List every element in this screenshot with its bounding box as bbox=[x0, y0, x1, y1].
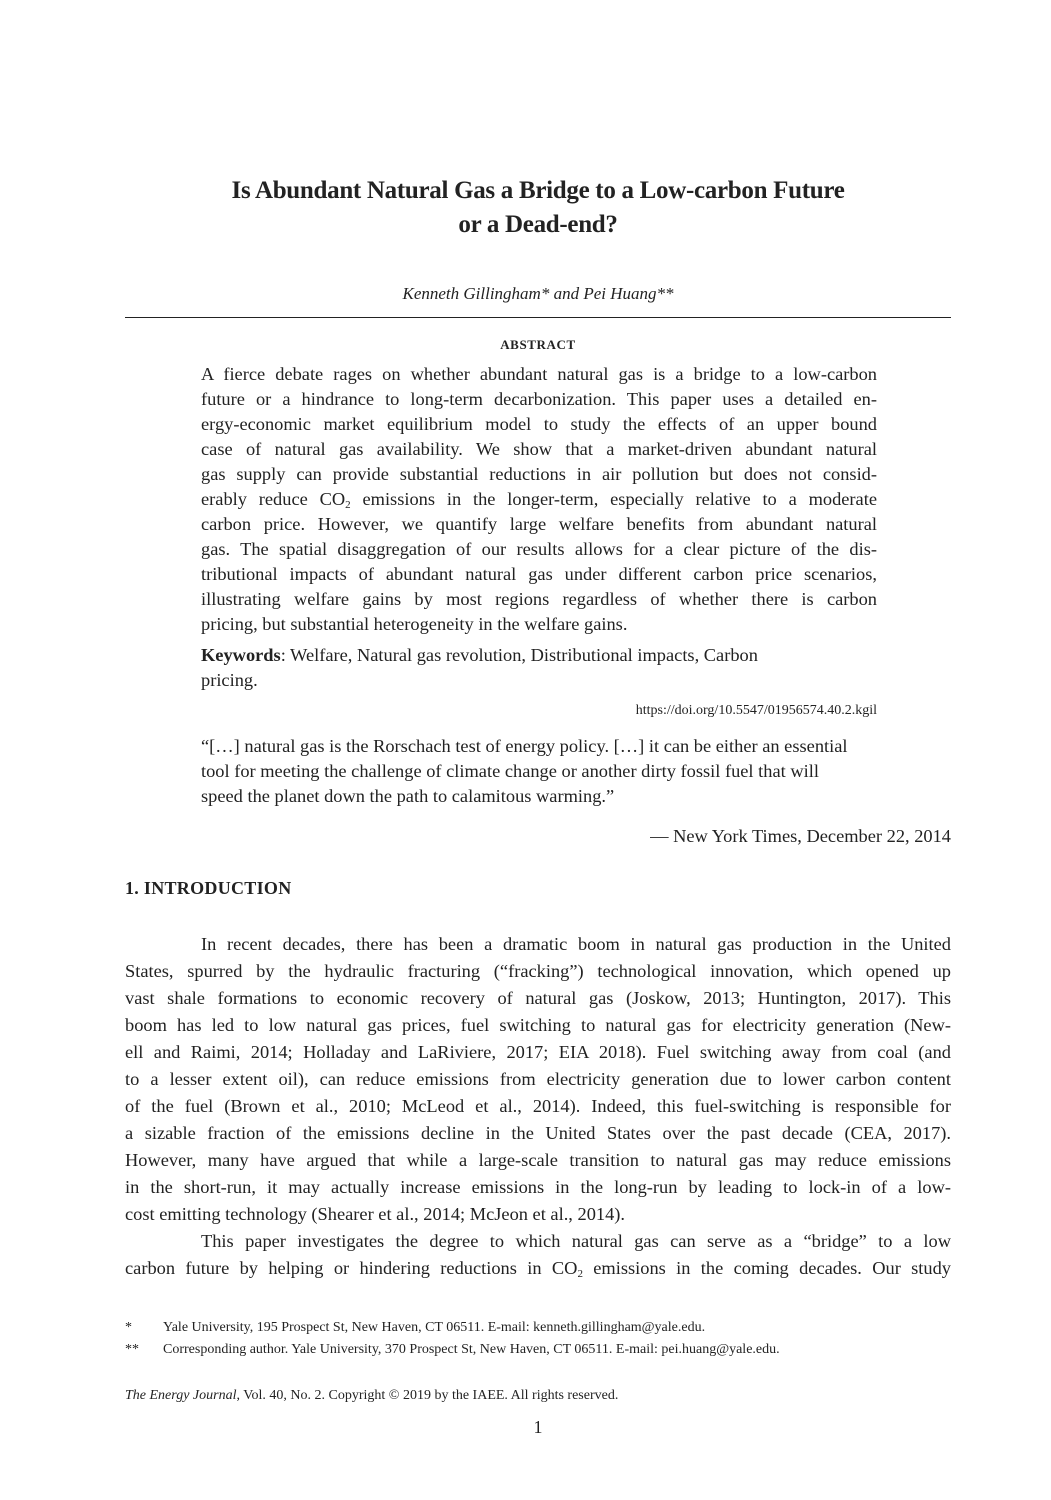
body-line: ell and Raimi, 2014; Holladay and LaRiviere, 2017; EIA 2018). Fuel switching away from coal (and bbox=[125, 1042, 951, 1062]
body-line: to a lesser extent oil), can reduce emissions from electricity generation due to lower carbon content bbox=[125, 1069, 951, 1089]
abstract-line: future or a hindrance to long-term decarbonization. This paper uses a detailed en- bbox=[201, 389, 877, 409]
body-line: cost emitting technology (Shearer et al., 2014; McJeon et al., 2014). bbox=[125, 1204, 625, 1224]
footnote-text: Corresponding author. Yale University, 370 Prospect St, New Haven, CT 06511. E-mail: pei.huang@yale.edu. bbox=[163, 1342, 780, 1357]
abstract-line: tributional impacts of abundant natural gas under different carbon price scenarios, bbox=[201, 564, 877, 584]
author-list: Kenneth Gillingham* and Pei Huang** bbox=[402, 284, 674, 303]
abstract-body bbox=[201, 362, 877, 637]
abstract-line: illustrating welfare gains by most regions regardless of whether there is carbon bbox=[201, 589, 877, 609]
footnote-mark: ** bbox=[125, 1342, 139, 1357]
footnote-text: Yale University, 195 Prospect St, New Haven, CT 06511. E-mail: kenneth.gillingham@yale.edu. bbox=[163, 1320, 706, 1335]
body-line: of the fuel (Brown et al., 2010; McLeod et al., 2014). Indeed, this fuel-switching is responsible for bbox=[125, 1096, 951, 1116]
quote-line: speed the planet down the path to calamitous warming.” bbox=[201, 786, 615, 806]
section-heading: 1. INTRODUCTION bbox=[125, 878, 292, 898]
abstract-line: pricing, but substantial heterogeneity in the welfare gains. bbox=[201, 614, 628, 634]
abstract-line: gas supply can provide substantial reductions in air pollution but does not consid- bbox=[201, 464, 877, 484]
keywords bbox=[201, 643, 877, 693]
quote-line: “[…] natural gas is the Rorschach test of energy policy. […] it can be either an essential bbox=[201, 736, 848, 756]
quote-line: tool for meeting the challenge of climate change or another dirty fossil fuel that will bbox=[201, 761, 819, 781]
body-line: However, many have argued that while a large-scale transition to natural gas may reduce emissions bbox=[125, 1150, 951, 1170]
abstract-line-co2 bbox=[201, 487, 877, 512]
text-segment: carbon future by helping or hindering reductions in CO bbox=[125, 1258, 578, 1278]
epigraph-quote bbox=[201, 734, 927, 809]
text-segment: emissions in the coming decades. Our study bbox=[582, 1258, 952, 1278]
journal-citation bbox=[125, 1386, 618, 1406]
body-line: a sizable fraction of the emissions decline in the United States over the past decade (CEA, 2017). bbox=[125, 1123, 951, 1143]
body-line-co2 bbox=[125, 1255, 951, 1282]
footnote bbox=[125, 1340, 951, 1360]
footnote-mark: * bbox=[125, 1320, 132, 1335]
page-number: 1 bbox=[533, 1417, 543, 1437]
doi-link[interactable]: https://doi.org/10.5547/01956574.40.2.kgil bbox=[635, 703, 877, 718]
keywords-label: Keywords bbox=[201, 645, 281, 665]
quote-attribution: — New York Times, December 22, 2014 bbox=[650, 826, 951, 846]
body-line: boom has led to low natural gas prices, fuel switching to natural gas for electricity generation (New- bbox=[125, 1015, 951, 1035]
body-line: In recent decades, there has been a dramatic boom in natural gas production in the United bbox=[201, 934, 951, 954]
paper-title bbox=[125, 174, 951, 242]
body-line: States, spurred by the hydraulic fracturing (“fracking”) technological innovation, which opened up bbox=[125, 961, 951, 981]
body-line: vast shale formations to economic recovery of natural gas (Joskow, 2013; Huntington, 2017). This bbox=[125, 988, 951, 1008]
journal-details: , Vol. 40, No. 2. Copyright © 2019 by the IAEE. All rights reserved. bbox=[236, 1388, 619, 1403]
body-line: This paper investigates the degree to which natural gas can serve as a “bridge” to a low bbox=[201, 1231, 951, 1251]
abstract-line: ergy-economic market equilibrium model to study the effects of an upper bound bbox=[201, 414, 877, 434]
abstract-line: A fierce debate rages on whether abundant natural gas is a bridge to a low-carbon bbox=[201, 364, 877, 384]
body-line: in the short-run, it may actually increase emissions in the long-run by leading to lock-in of a low- bbox=[125, 1177, 951, 1197]
text-segment: erably reduce CO bbox=[201, 489, 346, 509]
title-line-2: or a Dead-end? bbox=[458, 211, 618, 238]
abstract-line: gas. The spatial disaggregation of our results allows for a clear picture of the dis- bbox=[201, 539, 877, 559]
text-segment: emissions in the longer-term, especially relative to a moderate bbox=[350, 489, 877, 509]
keywords-line-2: pricing. bbox=[201, 670, 258, 690]
header-rule bbox=[125, 317, 951, 318]
footnote bbox=[125, 1318, 951, 1338]
abstract-heading: ABSTRACT bbox=[500, 337, 576, 352]
abstract-line: carbon price. However, we quantify large welfare benefits from abundant natural bbox=[201, 514, 877, 534]
title-line-1: Is Abundant Natural Gas a Bridge to a Low-carbon Future bbox=[231, 177, 845, 204]
subscript: 2 bbox=[345, 499, 351, 511]
journal-name: The Energy Journal bbox=[125, 1388, 237, 1403]
keywords-line-1 bbox=[201, 643, 877, 668]
keywords-list: : Welfare, Natural gas revolution, Distributional impacts, Carbon bbox=[280, 645, 758, 665]
abstract-line: case of natural gas availability. We show that a market-driven abundant natural bbox=[201, 439, 877, 459]
body-text bbox=[125, 931, 951, 1282]
subscript: 2 bbox=[577, 1268, 583, 1280]
